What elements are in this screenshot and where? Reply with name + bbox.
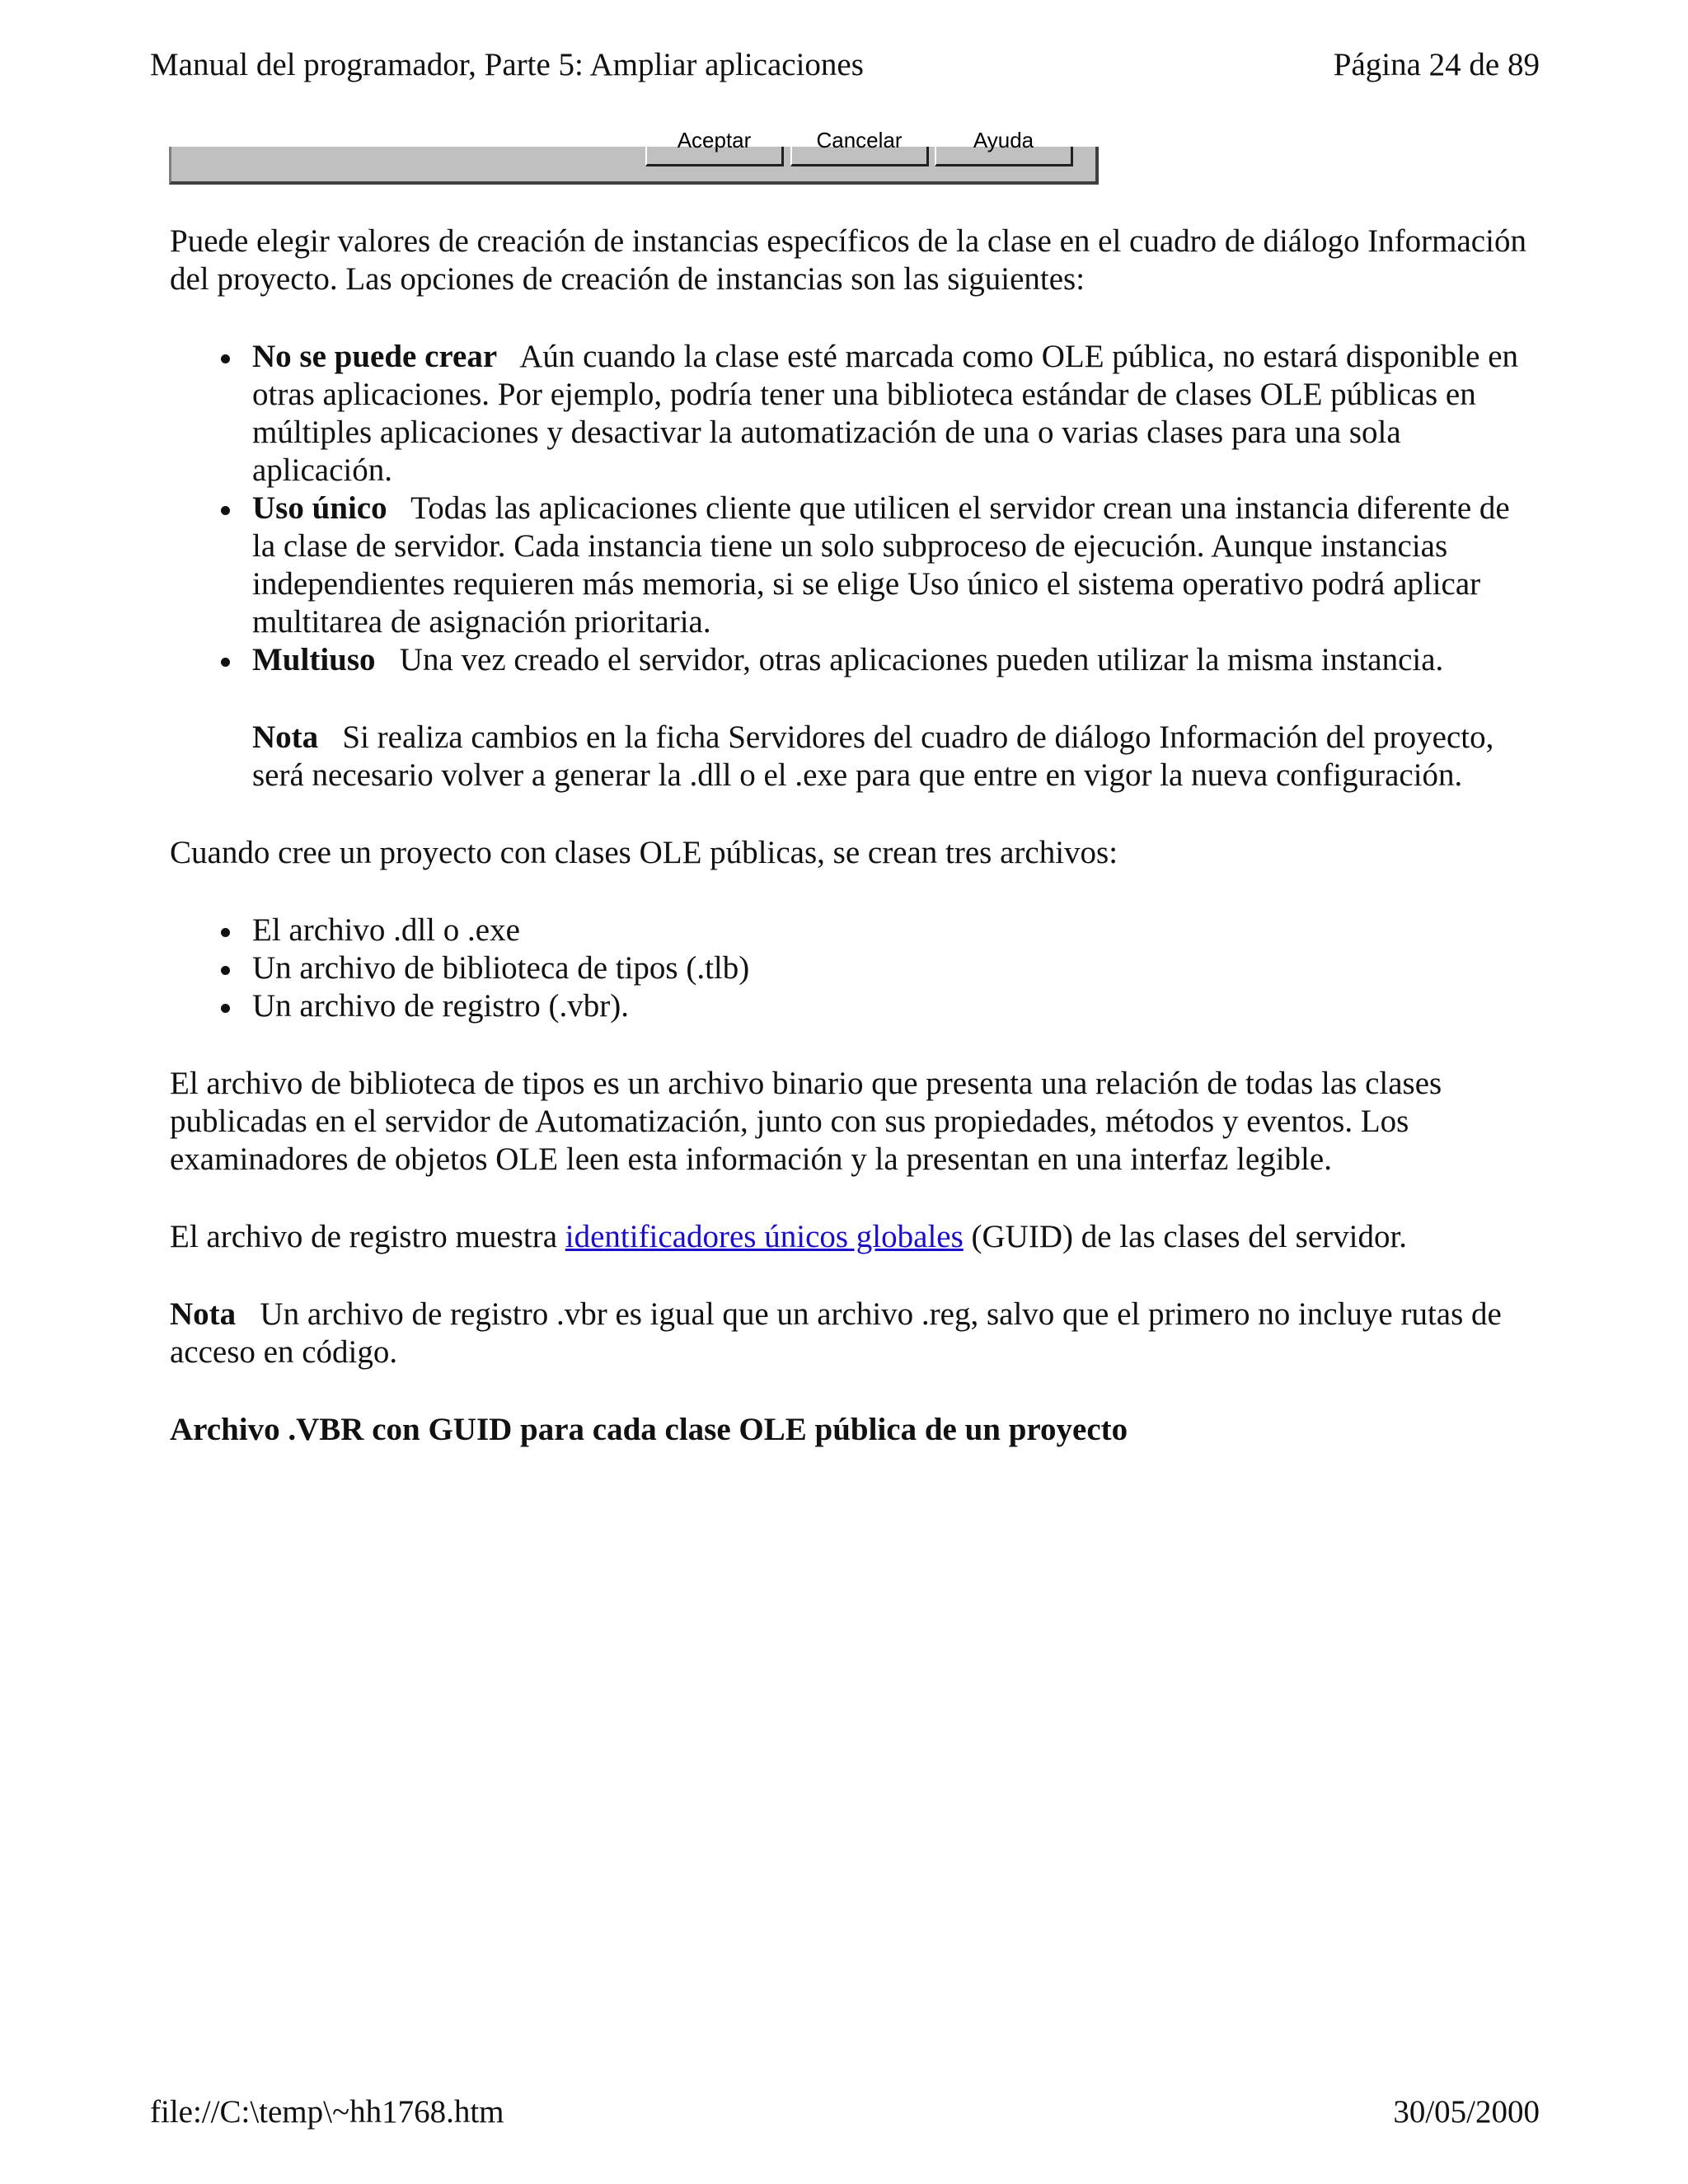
cancel-button: Cancelar: [790, 147, 929, 166]
note-text: Un archivo de registro .vbr es igual que un archivo .reg, salvo que el primero no incluye rutas de acceso en código.: [170, 1296, 1502, 1370]
document-body: [170, 223, 1538, 1449]
note-paragraph: [170, 1296, 1538, 1371]
list-item: Un archivo de registro (.vbr).: [170, 987, 1538, 1025]
option-term: Uso único: [252, 490, 387, 526]
note-paragraph: [170, 719, 1538, 794]
dialog-screenshot-fragment: [169, 128, 1099, 185]
option-text: Una vez creado el servidor, otras aplicaciones pueden utilizar la misma instancia.: [399, 642, 1444, 677]
typelib-paragraph: El archivo de biblioteca de tipos es un archivo binario que presenta una relación de todas las clases publicadas en el servidor de Automatización, junto con sus propiedades, métodos y eventos. Los examinadores de objetos OLE leen esta información y la presentan en una interfaz legible.: [170, 1066, 1442, 1177]
files-intro-paragraph: Cuando cree un proyecto con clases OLE públicas, se crean tres archivos:: [170, 835, 1118, 870]
list-item: [170, 641, 1538, 679]
ok-button: Aceptar: [645, 147, 784, 166]
list-item: Un archivo de biblioteca de tipos (.tlb): [170, 949, 1538, 987]
list-item: [170, 490, 1538, 641]
list-item: El archivo .dll o .exe: [170, 912, 1538, 949]
page-number: Página 24 de 89: [1333, 47, 1540, 82]
note-label: Nota: [252, 719, 319, 755]
help-button: Ayuda: [935, 147, 1073, 166]
intro-paragraph: Puede elegir valores de creación de instancias específicos de la clase en el cuadro de diálogo Información del proyecto. Las opciones de creación de instancias son las siguientes:: [170, 223, 1526, 297]
registry-paragraph: El archivo de registro muestra identificadores únicos globales (GUID) de las clases del servidor.: [170, 1219, 1408, 1254]
running-header-title: Manual del programador, Parte 5: Ampliar aplicaciones: [150, 47, 864, 82]
section-heading: Archivo .VBR con GUID para cada clase OLE pública de un proyecto: [170, 1412, 1128, 1447]
option-text: Todas las aplicaciones cliente que utilicen el servidor crean una instancia diferente de la clase de servidor. Cada instancia tiene un solo subproceso de ejecución. Aunque instancias independientes requieren más memoria, si se elige Uso único el sistema operativo podrá aplicar multitarea de asignación prioritaria.: [252, 490, 1510, 640]
list-item: [170, 338, 1538, 490]
file-path: file://C:\temp\~hh1768.htm: [150, 2094, 504, 2130]
files-list: [170, 912, 1538, 1025]
print-date: 30/05/2000: [1393, 2094, 1540, 2130]
note-text: Si realiza cambios en la ficha Servidores del cuadro de diálogo Información del proyecto, será necesario volver a generar la .dll o el .exe para que entre en vigor la nueva configuración.: [252, 719, 1494, 793]
option-term: No se puede crear: [252, 339, 498, 374]
instancing-options-list: [170, 338, 1538, 679]
guid-link[interactable]: identificadores únicos globales: [565, 1219, 964, 1254]
option-term: Multiuso: [252, 642, 376, 677]
note-label: Nota: [170, 1296, 237, 1332]
option-text: Aún cuando la clase esté marcada como OLE pública, no estará disponible en otras aplicaciones. Por ejemplo, podría tener una biblioteca estándar de clases OLE públicas en múltiples aplicaciones y desactivar la automatización de una o varias clases para una sola aplicación.: [252, 339, 1519, 488]
